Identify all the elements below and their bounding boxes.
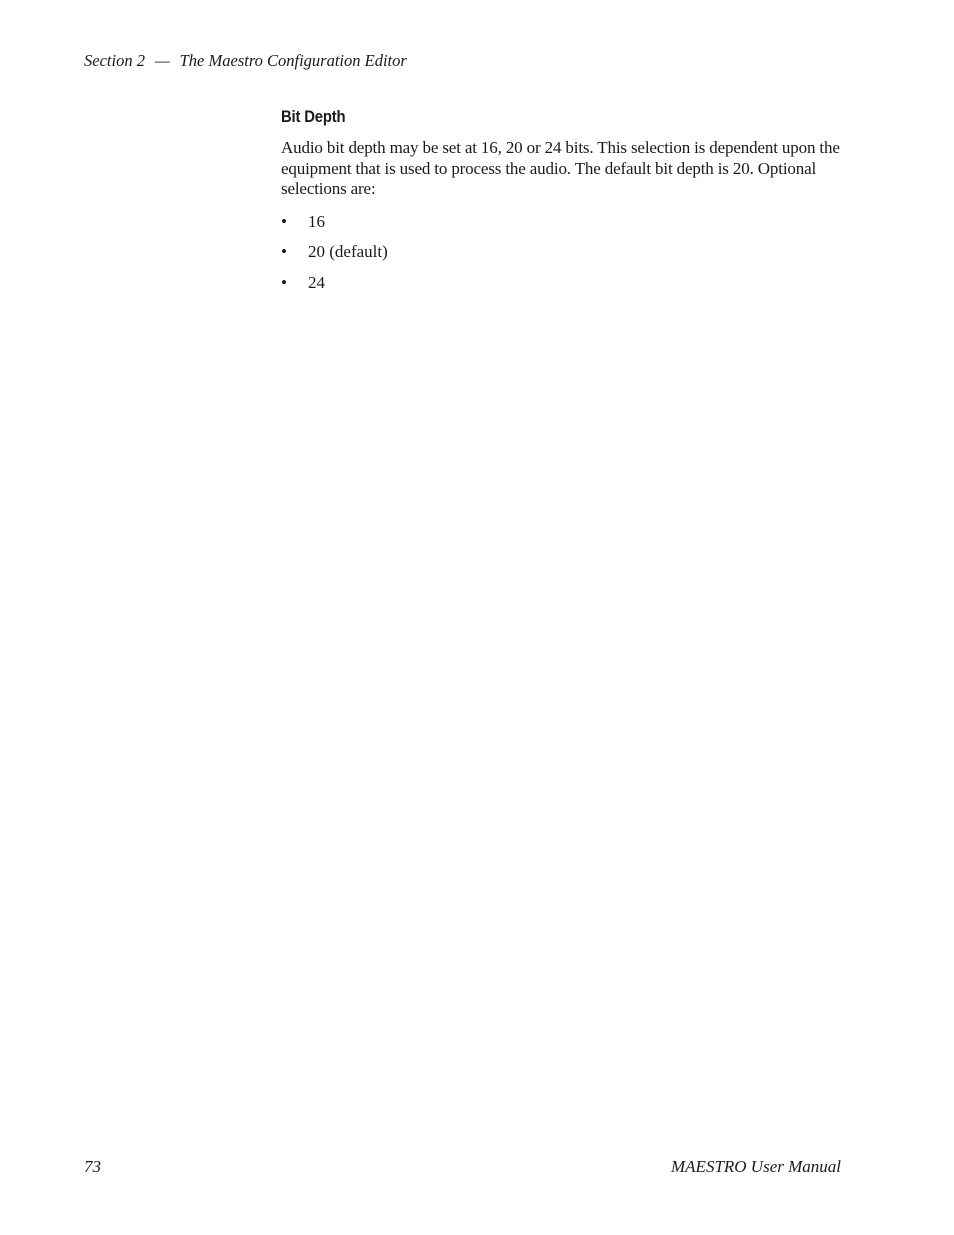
header-section: Section 2 bbox=[84, 51, 145, 70]
bullet-icon: • bbox=[281, 211, 287, 231]
list-item bbox=[281, 242, 851, 262]
list-item bbox=[281, 212, 851, 232]
footer-manual-title: MAESTRO User Manual bbox=[671, 1157, 841, 1176]
section-heading: Bit Depth bbox=[281, 108, 346, 126]
list-item bbox=[281, 273, 851, 293]
list-item-label: 20 (default) bbox=[308, 242, 388, 261]
list-item-label: 24 bbox=[308, 272, 325, 292]
page-number: 73 bbox=[84, 1157, 101, 1176]
body-paragraph: Audio bit depth may be set at 16, 20 or 24 bits. This selection is dependent upon the equipment that is used to process the audio. The default bit depth is 20. Optional selections are: bbox=[281, 138, 840, 198]
header-separator: — bbox=[154, 51, 170, 70]
bullet-icon: • bbox=[281, 242, 287, 261]
header-chapter-title: The Maestro Configuration Editor bbox=[179, 51, 407, 70]
running-header bbox=[84, 51, 407, 71]
list-item-label: 16 bbox=[308, 211, 325, 231]
bullet-icon: • bbox=[281, 272, 287, 292]
options-list bbox=[281, 212, 851, 293]
main-content bbox=[281, 106, 851, 303]
